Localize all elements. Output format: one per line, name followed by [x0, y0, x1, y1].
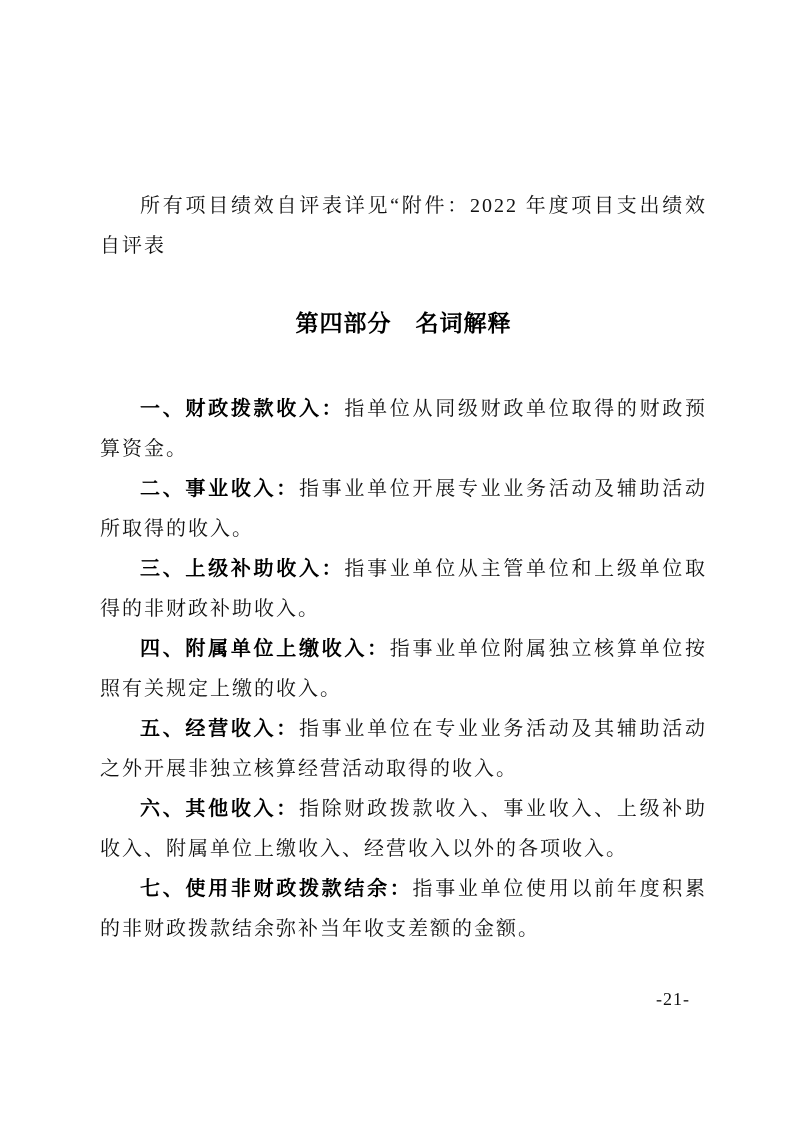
term-definition-4: 指事业单位附属独立核算单位按照有关规定上缴的收入。 — [100, 638, 708, 700]
term-item-1 — [100, 389, 707, 469]
terms-list — [100, 389, 707, 949]
term-name-3: 三、上级补助收入： — [140, 558, 345, 580]
term-definition-6: 指除财政拨款收入、事业收入、上级补助收入、附属单位上缴收入、经营收入以外的各项收入。 — [100, 798, 708, 860]
term-name-2: 二、事业收入： — [140, 478, 299, 500]
term-item-3 — [100, 549, 707, 629]
term-definition-5: 指事业单位在专业业务活动及其辅助活动之外开展非独立核算经营活动取得的收入。 — [100, 718, 708, 780]
section-title: 第四部分 名词解释 — [295, 310, 512, 336]
intro-paragraph: 所有项目绩效自评表详见“附件：2022 年度项目支出绩效自评表 — [100, 195, 707, 257]
term-name-4: 四、附属单位上缴收入： — [140, 638, 390, 660]
document-content — [100, 0, 707, 949]
term-item-4 — [100, 629, 707, 709]
page-number: -21- — [656, 989, 690, 1009]
term-definition-2: 指事业单位开展专业业务活动及辅助活动所取得的收入。 — [100, 478, 708, 540]
term-name-6: 六、其他收入： — [140, 798, 299, 820]
term-item-2 — [100, 469, 707, 549]
term-name-5: 五、经营收入： — [140, 718, 299, 740]
term-item-5 — [100, 709, 707, 789]
term-name-7: 七、使用非财政拨款结余： — [140, 878, 413, 900]
term-definition-3: 指事业单位从主管单位和上级单位取得的非财政补助收入。 — [100, 558, 707, 620]
term-definition-1: 指单位从同级财政单位取得的财政预算资金。 — [100, 398, 707, 460]
term-definition-7: 指事业单位使用以前年度积累的非财政拨款结余弥补当年收支差额的金额。 — [100, 878, 707, 940]
term-item-6 — [100, 789, 707, 869]
term-name-1: 一、财政拨款收入： — [140, 398, 345, 420]
term-item-7 — [100, 869, 707, 949]
